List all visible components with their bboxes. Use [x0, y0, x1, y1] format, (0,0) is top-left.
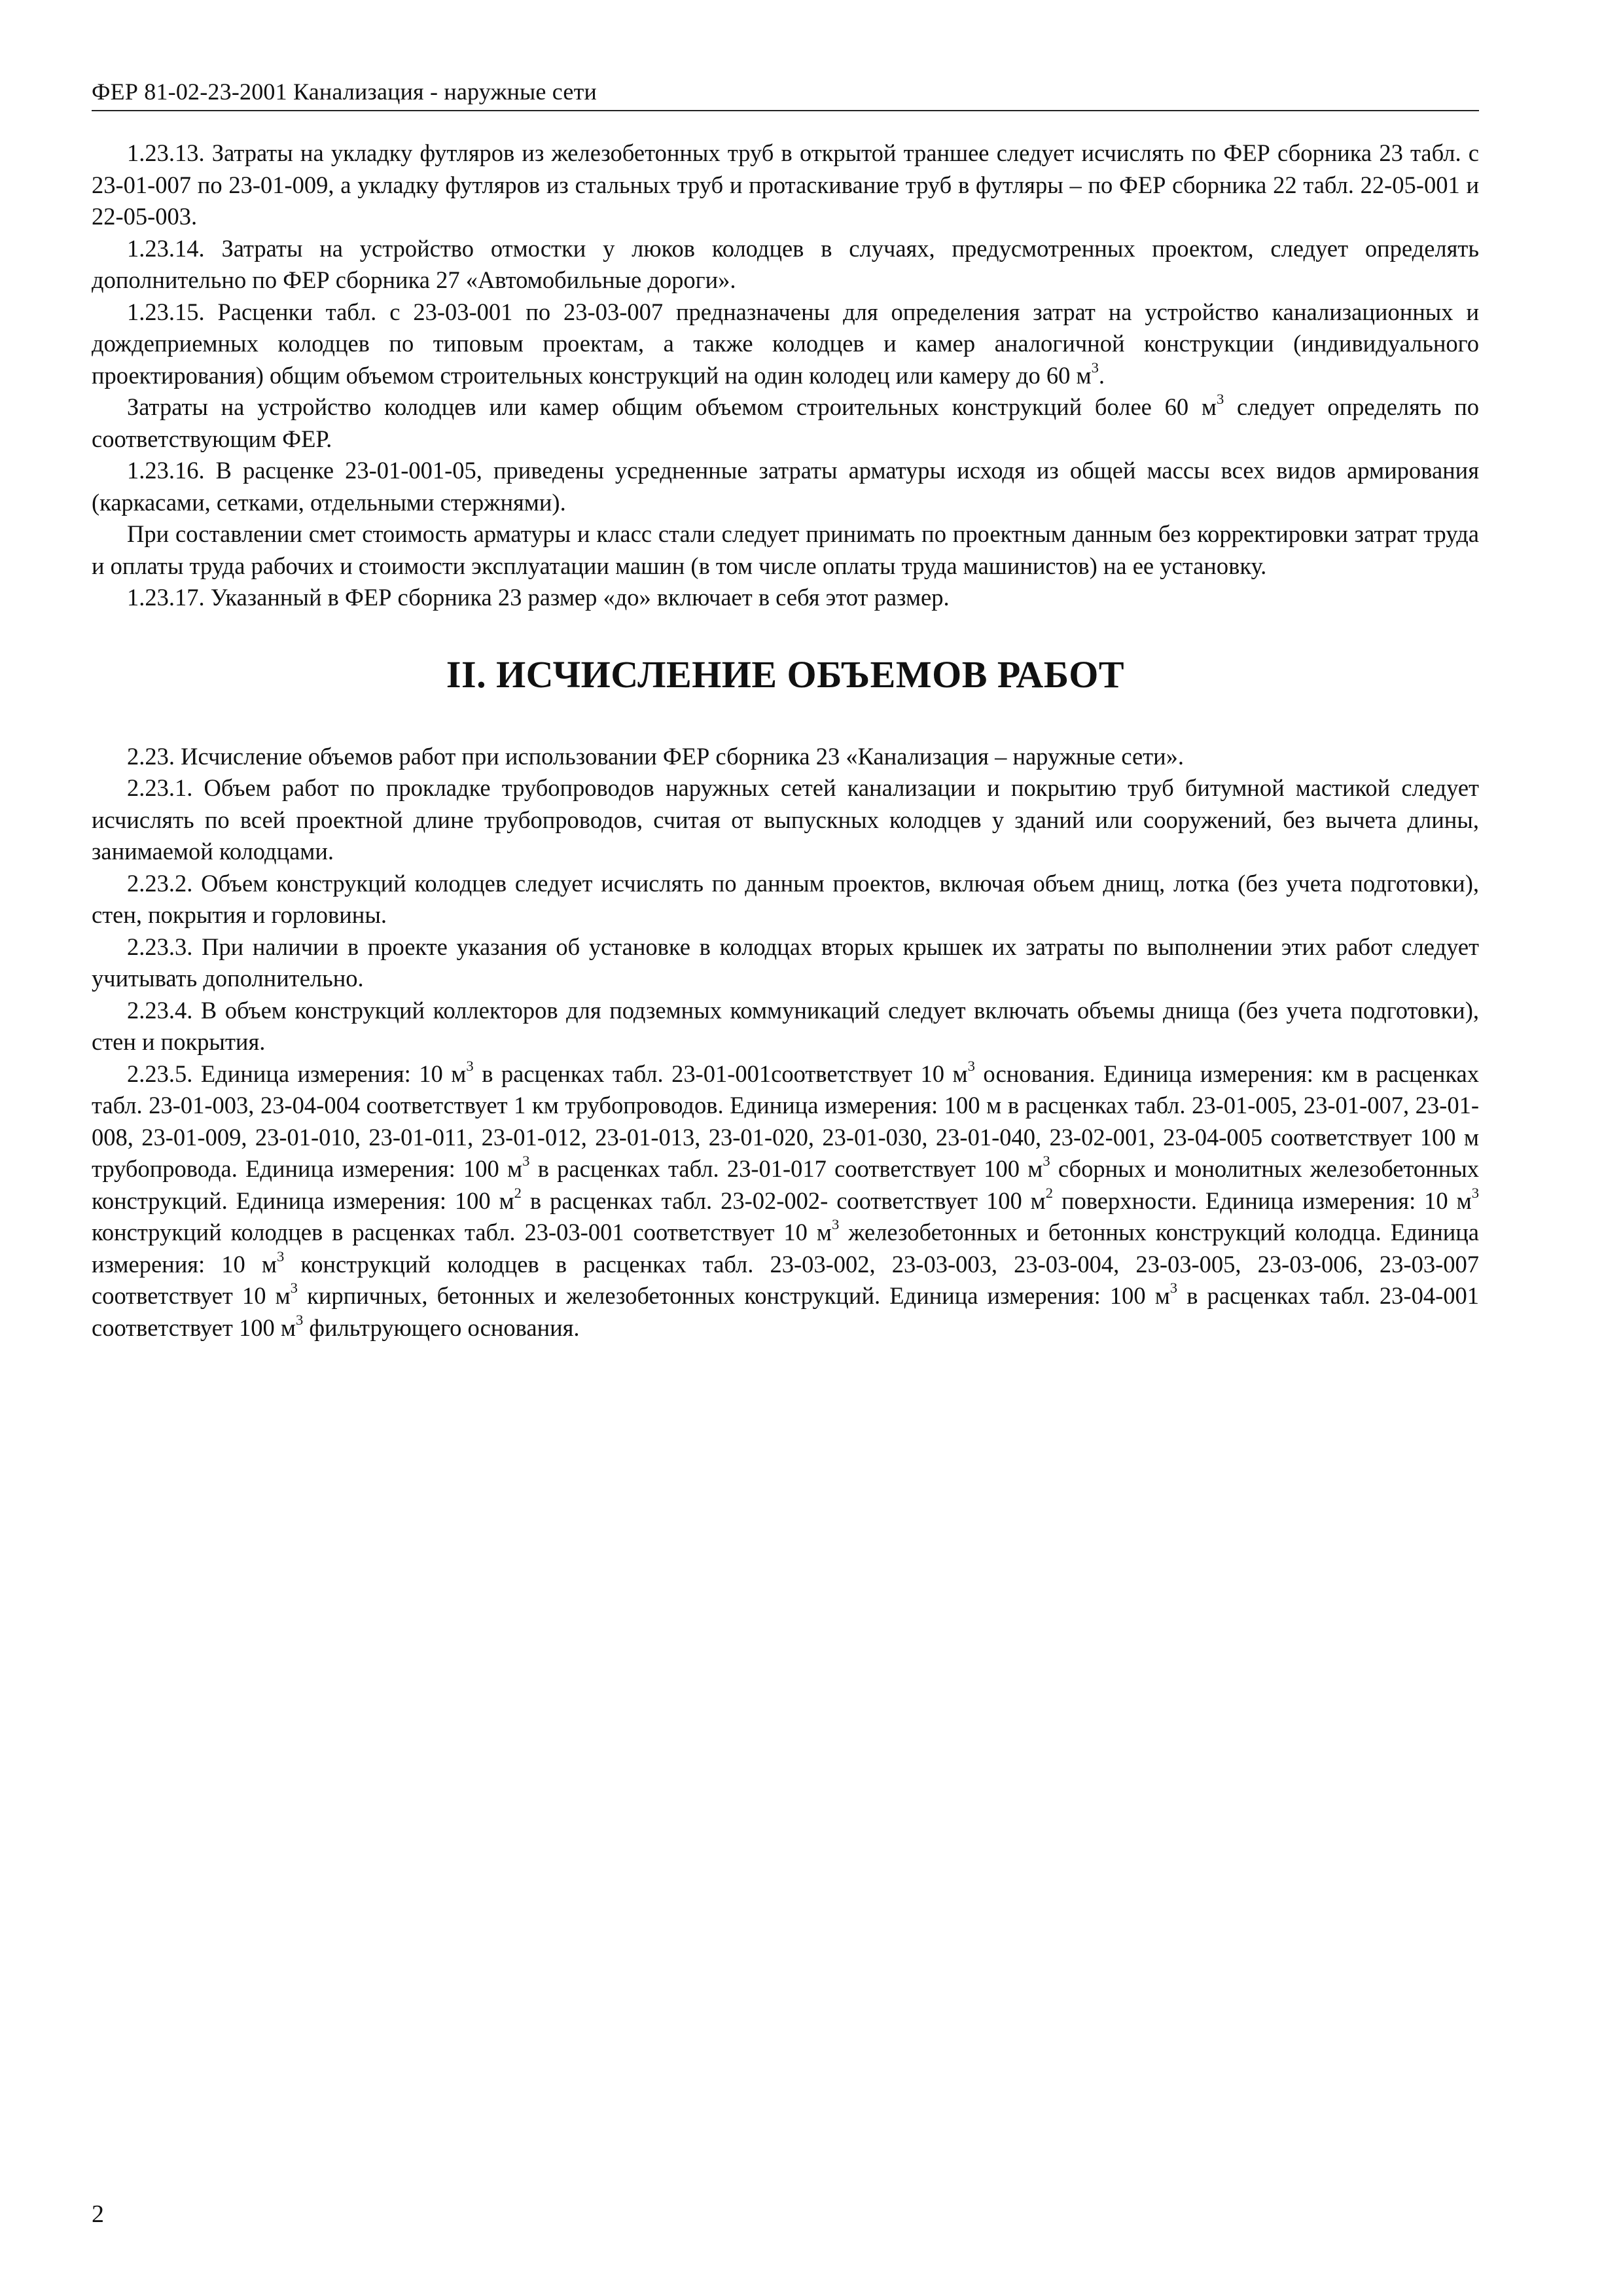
paragraph-1-23-14: 1.23.14. Затраты на устройство отмостки у люков колодцев в случаях, предусмотренных проектом, следует определять дополнительно по ФЕР сборника 27 «Автомобильные дороги».	[92, 234, 1479, 293]
paragraph-1-23-17: 1.23.17. Указанный в ФЕР сборника 23 размер «до» включает в себя этот размер.	[127, 584, 950, 611]
document-title: ФЕР 81-02-23-2001 Канализация - наружные сети	[92, 79, 597, 105]
paragraph-1-23-15-cont: Затраты на устройство колодцев или камер общим объемом строительных конструкций более 60 $м^3$ следует определять по соответствующим ФЕР.	[92, 391, 1479, 452]
paragraph-1-23-15: 1.23.15. Расценки табл. с 23-03-001 по 23-03-007 предназначены для определения затрат на устройство канализационных и дождеприемных колодцев по типовым проектам, а также колодцев и камер аналогичной конструкции (индивидуального проектирования) общим объемом строительных конструкций на один колодец или камеру до 60 $м^3$.	[92, 298, 1479, 389]
paragraph-2-23-2: 2.23.2. Объем конструкций колодцев следует исчислять по данным проектов, включая объем днищ, лотка (без учета подготовки), стен, покрытия и горловины.	[92, 869, 1479, 928]
paragraph-1-23-16: 1.23.16. В расценке 23-01-001-05, приведены усредненные затраты арматуры исходя из общей массы всех видов армирования (каркасами, сетками, отдельными стержнями).	[92, 457, 1479, 516]
paragraph-1-23-13: 1.23.13. Затраты на укладку футляров из железобетонных труб в открытой траншее следует исчислять по ФЕР сборника 23 табл. с 23-01-007 по 23-01-009, а укладку футляров из стальных труб и протаскивание труб в футляры – по ФЕР сборника 22 табл. 22-05-001 и 22-05-003.	[92, 139, 1479, 230]
paragraph-2-23-1: 2.23.1. Объем работ по прокладке трубопроводов наружных сетей канализации и покрытию труб битумной мастикой следует исчислять по всей проектной длине трубопроводов, считая от выпускных колодцев у зданий или сооружений, без вычета длины, занимаемой колодцами.	[92, 774, 1479, 865]
paragraph-2-23-4: 2.23.4. В объем конструкций коллекторов для подземных коммуникаций следует включать объемы днища (без учета подготовки), стен и покрытия.	[92, 996, 1479, 1055]
document-body	[92, 137, 1479, 1344]
page-header	[92, 71, 1479, 111]
section-general-provisions	[92, 137, 1479, 614]
section-volume-calculation	[92, 741, 1479, 1344]
paragraph-1-23-16-cont: При составлении смет стоимость арматуры и класс стали следует принимать по проектным данным без корректировки затрат труда и оплаты труда рабочих и стоимости эксплуатации машин (в том числе оплаты труда машинистов) на ее установку.	[92, 520, 1479, 579]
paragraph-2-23-3: 2.23.3. При наличии в проекте указания об установке в колодцах вторых крышек их затраты по выполнении этих работ следует учитывать дополнительно.	[92, 933, 1479, 992]
paragraph-2-23-5: 2.23.5. Единица измерения: 10 $м^3$ в расценках табл. 23-01-001соответствует 10 $м^3$ основания. Единица измерения: км в расценках табл. 23-01-003, 23-04-004 соответствует 1 км трубопроводов. Единица измерения: 100 м в расценках табл. 23-01-005, 23-01-007, 23-01-008, 23-01-009, 23-01-010, 23-01-011, 23-01-012, 23-01-013, 23-01-020, 23-01-030, 23-01-040, 23-02-001, 23-04-005 соответствует 100 м трубопровода. Единица измерения: 100 $м^3$ в расценках табл. 23-01-017 соответствует 100 $м^3$ сборных и монолитных железобетонных конструкций. Единица измерения: 100 $м^2$ в расценках табл. 23-02-002- соответствует 100 $м^2$ поверхности. Единица измерения: 10 $м^3$ конструкций колодцев в расценках табл. 23-03-001 соответствует 10 $м^3$ железобетонных и бетонных конструкций колодца. Единица измерения: 10 $м^3$ конструкций колодцев в расценках табл. 23-03-002, 23-03-003, 23-03-004, 23-03-005, 23-03-006, 23-03-007 соответствует 10 $м^3$ кирпичных, бетонных и железобетонных конструкций. Единица измерения: 100 $м^3$ в расценках табл. 23-04-001 соответствует 100 $м^3$ фильтрующего основания.	[92, 1057, 1480, 1341]
paragraph-2-23: 2.23. Исчисление объемов работ при использовании ФЕР сборника 23 «Канализация – наружные сети».	[127, 742, 1185, 770]
page-number: 2	[92, 2200, 104, 2228]
section-heading: II. ИСЧИСЛЕНИЕ ОБЪЕМОВ РАБОТ	[446, 653, 1125, 696]
